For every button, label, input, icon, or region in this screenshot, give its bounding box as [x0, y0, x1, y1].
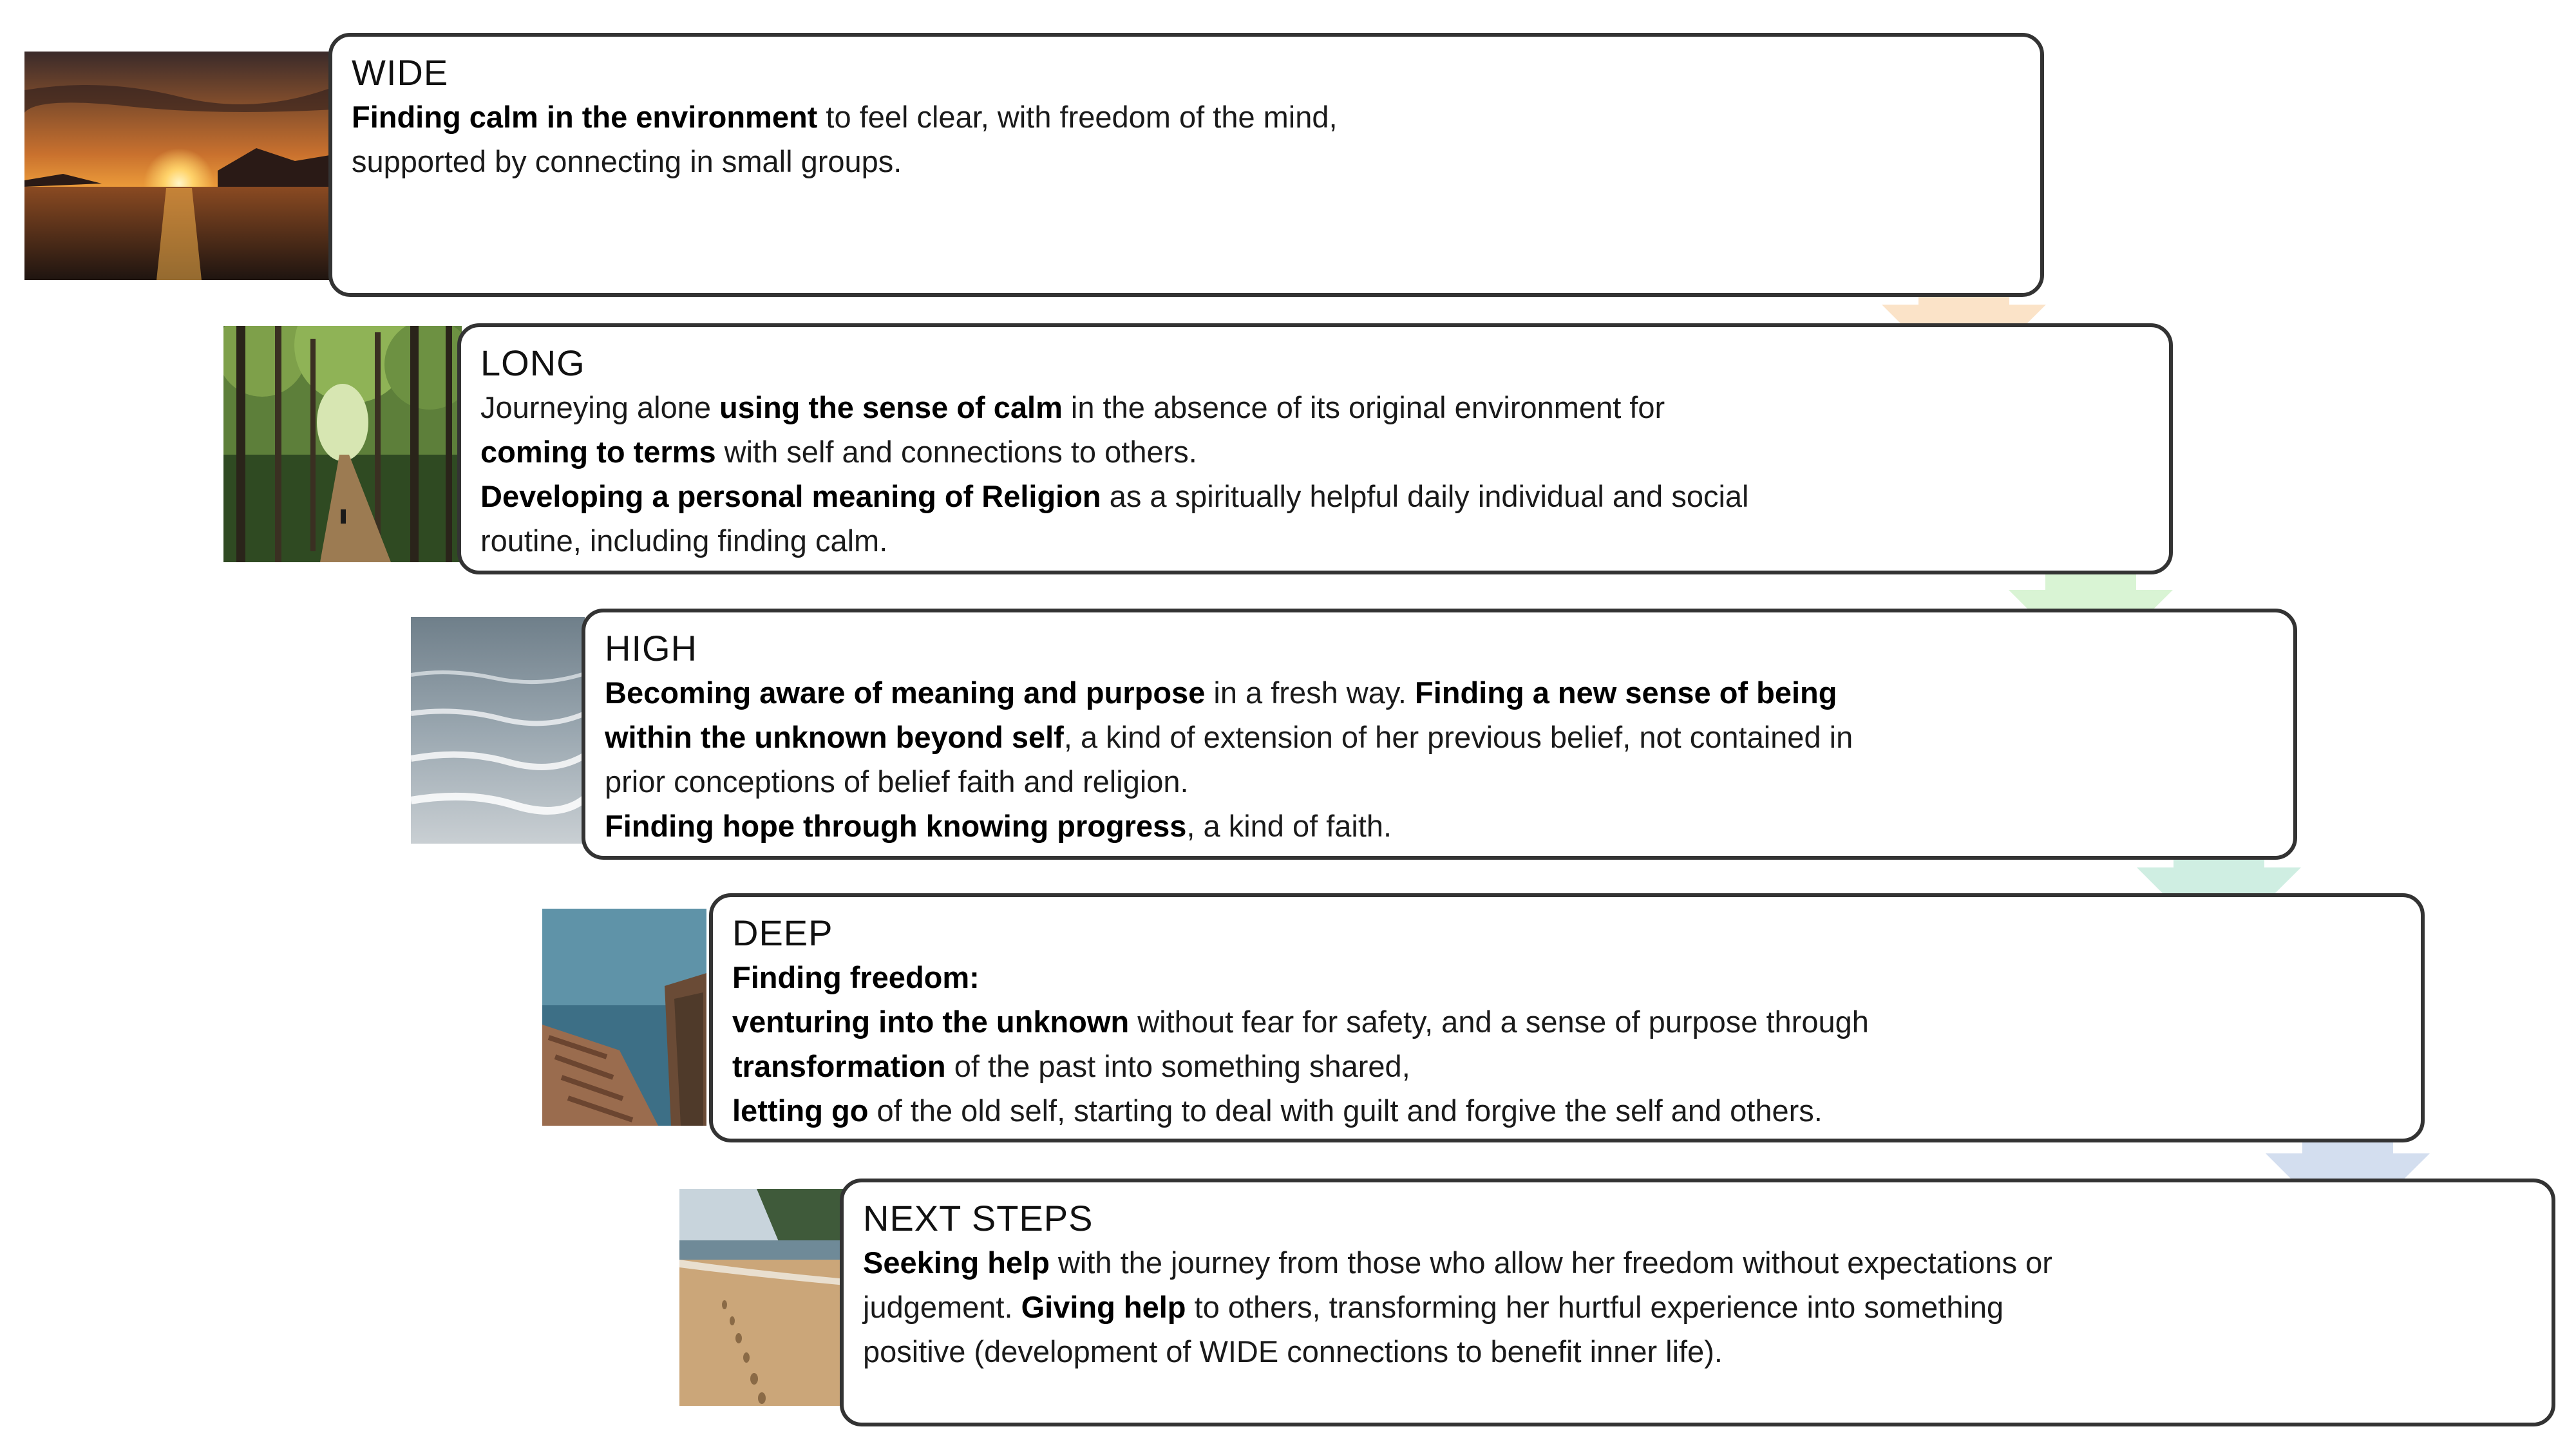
steps-to-sea-photo [542, 909, 706, 1126]
sunset-sea-photo [24, 52, 334, 280]
body-line [863, 1240, 2526, 1285]
text-run: of the old self, starting to deal with guilt and forgive the self and others. [868, 1094, 1823, 1128]
stage-body [480, 385, 2143, 563]
bold-phrase: transformation [732, 1049, 946, 1083]
stage-title: HIGH [605, 628, 697, 668]
body-line [352, 139, 2014, 184]
text-run: prior conceptions of belief faith and religion. [605, 764, 1189, 799]
text-run: Journeying alone [480, 390, 720, 424]
body-line [480, 474, 2143, 518]
bold-phrase: Seeking help [863, 1245, 1050, 1280]
bold-phrase: venturing into the unknown [732, 1005, 1130, 1039]
body-line [732, 955, 2395, 999]
text-run: supported by connecting in small groups. [352, 144, 902, 178]
text-run: positive (development of WIDE connections to benefit inner life). [863, 1334, 1723, 1368]
text-run: to others, transforming her hurtful experience into something [1186, 1290, 2004, 1324]
body-line [605, 670, 2268, 715]
stage-box-high [582, 609, 2297, 860]
body-line [732, 1088, 2395, 1133]
body-line [605, 804, 2268, 848]
stage-box-next-steps [840, 1179, 2555, 1426]
stage-title: LONG [480, 343, 585, 383]
stage-body [352, 95, 2014, 184]
text-run: of the past into something shared, [945, 1049, 1410, 1083]
text-run: routine, including finding calm. [480, 524, 888, 558]
bold-phrase: coming to terms [480, 435, 716, 469]
text-run: in the absence of its original environment for [1062, 390, 1665, 424]
text-run: with the journey from those who allow her freedom without expectations or [1049, 1245, 2052, 1280]
bold-phrase: Finding a new sense of being [1415, 676, 1837, 710]
bold-phrase: Becoming aware of meaning and purpose [605, 676, 1206, 710]
forest-path-photo [223, 326, 462, 562]
stage-title: DEEP [732, 913, 833, 953]
body-line [480, 518, 2143, 563]
bold-phrase: letting go [732, 1094, 869, 1128]
text-run: with self and connections to others. [715, 435, 1197, 469]
text-run: , a kind of extension of her previous belief, not contained in [1063, 720, 1853, 754]
body-line [863, 1285, 2526, 1329]
text-run: judgement. [863, 1290, 1021, 1324]
body-line [605, 715, 2268, 759]
stage-box-long [457, 323, 2173, 574]
body-line [732, 1044, 2395, 1088]
text-run: as a spiritually helpful daily individual and social [1101, 479, 1749, 513]
text-run: in a fresh way. [1205, 676, 1415, 710]
bold-phrase: Giving help [1021, 1290, 1186, 1324]
body-line [863, 1329, 2526, 1374]
body-line [480, 430, 2143, 474]
bold-phrase: Developing a personal meaning of Religion [480, 479, 1101, 513]
body-line [480, 385, 2143, 430]
text-run: without fear for safety, and a sense of purpose through [1129, 1005, 1869, 1039]
bold-phrase: using the sense of calm [719, 390, 1063, 424]
stage-body [732, 955, 2395, 1133]
body-line [352, 95, 2014, 139]
bold-phrase: within the unknown beyond self [605, 720, 1064, 754]
bold-phrase: Finding freedom: [732, 960, 980, 994]
stage-body [605, 670, 2268, 848]
stage-box-deep [709, 893, 2425, 1142]
body-line [605, 759, 2268, 804]
text-run: to feel clear, with freedom of the mind, [817, 100, 1338, 134]
stage-body [863, 1240, 2526, 1374]
body-line [732, 999, 2395, 1044]
beach-footprints-photo [679, 1189, 846, 1406]
bold-phrase: Finding hope through knowing progress [605, 809, 1187, 843]
bold-phrase: Finding calm in the environment [352, 100, 818, 134]
ocean-waves-photo [411, 617, 585, 844]
stage-title: NEXT STEPS [863, 1198, 1094, 1238]
text-run: , a kind of faith. [1186, 809, 1392, 843]
stage-box-wide [328, 33, 2044, 297]
stage-title: WIDE [352, 52, 449, 93]
